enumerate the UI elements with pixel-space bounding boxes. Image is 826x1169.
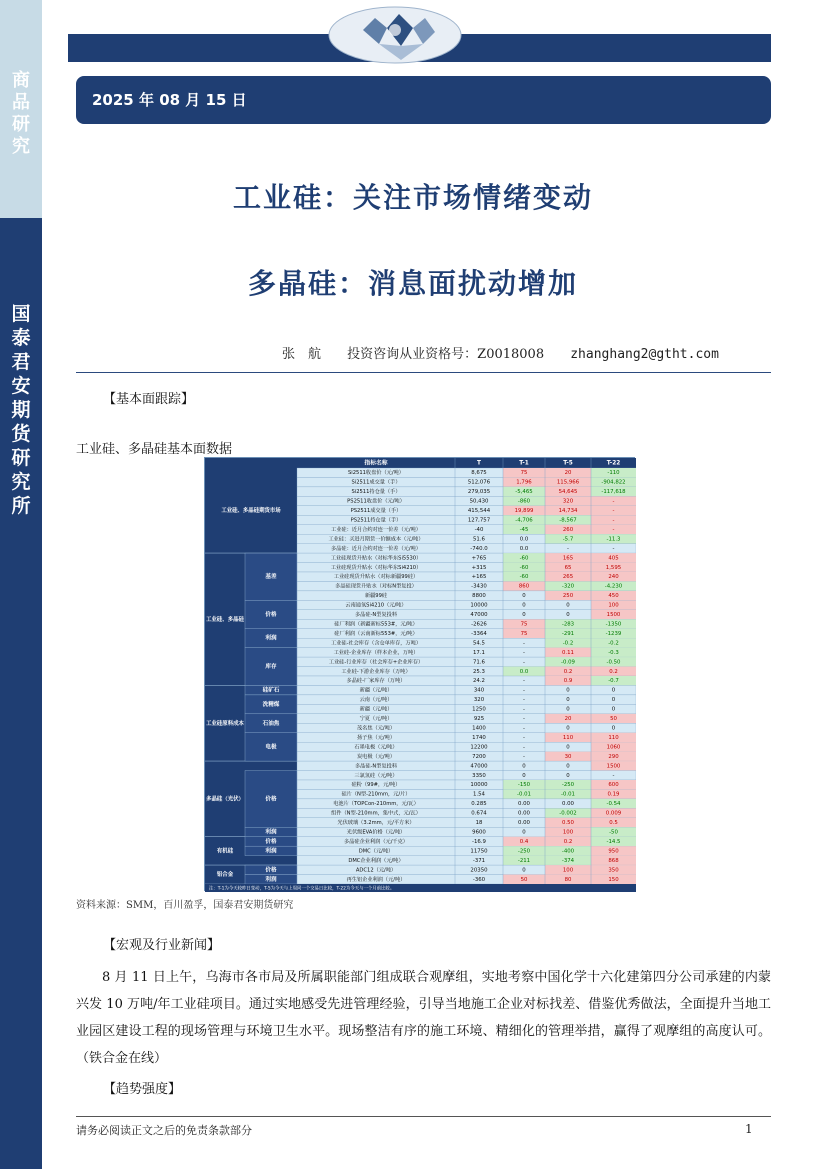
- author-email[interactable]: zhanghang2@gtht.com: [570, 347, 719, 362]
- table-cell-t1: 0.0: [519, 536, 529, 543]
- table-cell-t22: 100: [608, 602, 619, 609]
- table-cell-t: -40: [474, 526, 484, 533]
- table-cell-t5: 30: [564, 753, 572, 760]
- table-cell-t22: 450: [608, 593, 619, 600]
- table-cell-t: 20350: [470, 867, 488, 874]
- table-subgroup-label: 库存: [265, 664, 277, 671]
- table-cell-name: 云南通氧Si4210（元/吨）: [345, 602, 407, 609]
- table-cell-t22: -11.3: [606, 536, 621, 543]
- table-cell-name: 工业硅-行业库存（社会库存+企业库存）: [328, 659, 424, 666]
- table-cell-t22: -0.2: [608, 640, 619, 647]
- table-cell-t: 47000: [470, 612, 488, 619]
- table-cell-t: 1.54: [472, 791, 486, 798]
- table-cell-t22: 1500: [606, 763, 621, 770]
- table-cell-t1: -60: [519, 574, 529, 581]
- news-paragraph: 8 月 11 日上午，乌海市各市局及所属职能部门组成联合观摩组，实地考察中国化学十六化建第四分公司承建的内蒙兴发 10 万吨/年工业硅项目。通过实地感受先进管理经验，引导当地施工企业对标找差、借鉴优秀做法，全面提升当地工业园区建设工程的现场管理与环境卫生水平。现场整洁有序的施工环境、精细化的管理举措，赢得了观摩组的高度认可。（铁合金在线）: [76, 970, 771, 1066]
- table-cell-name: ADC12（元/吨）: [355, 867, 397, 874]
- footer-disclaimer[interactable]: 请务必阅读正文之后的免责条款部分: [76, 1124, 252, 1137]
- table-subgroup-label: 价格: [265, 867, 277, 874]
- table-cell-t5: -374: [561, 857, 575, 864]
- table-cell-t: -16.9: [472, 838, 486, 845]
- table-cell-t5: 0: [566, 697, 570, 704]
- table-header-cell: T-1: [519, 460, 529, 467]
- table-cell-t22: -1239: [605, 630, 622, 637]
- table-cell-t5: 20: [564, 716, 572, 723]
- table-group-label: 工业硅、多晶硅: [206, 616, 244, 623]
- table-cell-name: 工业硅：买进月期货一价额成本（元/吨）: [328, 536, 424, 543]
- table-cell-t5: -0.09: [561, 659, 575, 666]
- table-cell-t22: 0.009: [605, 810, 622, 817]
- table-cell-name: PS2511成交量（手）: [350, 508, 402, 515]
- table-cell-name: 再生铝企业利润（元/吨）: [346, 876, 406, 883]
- table-cell-name: 光伏级EVA价格（元/吨）: [346, 829, 406, 836]
- table-cell-t: 12200: [470, 744, 488, 751]
- table-group-label: 有机硅: [216, 848, 234, 855]
- table-cell-t: 320: [473, 697, 485, 704]
- table-cell-t1: 0.0: [519, 545, 529, 552]
- table-cell-t1: -: [523, 716, 525, 723]
- table-cell-name: Si2511持仓量（手）: [351, 489, 401, 496]
- table-cell-t1: 0: [522, 602, 526, 609]
- table-row: [297, 695, 636, 704]
- table-cell-name: 工业硅现货升贴水（对标华东Si4210）: [330, 564, 422, 571]
- table-cell-t22: 600: [608, 782, 619, 789]
- table-cell-t22: -1350: [605, 621, 622, 628]
- table-cell-t1: 0: [522, 829, 526, 836]
- table-cell-t5: -291: [561, 630, 575, 637]
- table-cell-t: +315: [471, 564, 487, 571]
- table-cell-t1: 0: [522, 612, 526, 619]
- table-subgroup-label: 硅矿石: [262, 687, 280, 694]
- table-cell-name: 光伏玻璃（3.2mm，元/平方米）: [337, 820, 415, 827]
- table-cell-t1: -860: [517, 498, 531, 505]
- table-subgroup-label: 利润: [265, 635, 277, 642]
- table-subgroup-label: 利润: [265, 876, 277, 883]
- table-cell-t22: -0.50: [606, 659, 621, 666]
- table-cell-t5: 100: [562, 867, 574, 874]
- table-cell-t22: -: [612, 508, 615, 515]
- table-cell-t5: 0.2: [563, 838, 573, 845]
- table-cell-t22: -50: [609, 829, 618, 836]
- table-cell-name: Si2511收盘价（元/吨）: [348, 470, 404, 477]
- table-cell-t: +165: [471, 574, 487, 581]
- table-cell-name: Si2511成交量（手）: [351, 479, 401, 486]
- table-cell-t22: 1060: [606, 744, 621, 751]
- table-cell-t5: 0.00: [561, 801, 575, 808]
- title-silicon: 工业硅：关注市场情绪变动: [232, 181, 593, 214]
- table-row: [297, 610, 636, 619]
- table-cell-t1: 0.00: [517, 801, 531, 808]
- table-cell-t5: 320: [562, 498, 574, 505]
- fundamentals-table-grid: [205, 458, 636, 892]
- table-cell-t: 127,757: [467, 517, 491, 524]
- table-cell-t1: -60: [519, 564, 529, 571]
- table-cell-t5: 0: [566, 772, 570, 779]
- table-cell-t: 9600: [472, 829, 486, 836]
- table-subgroup-label: 价格: [265, 796, 277, 803]
- table-cell-t5: 0: [566, 602, 570, 609]
- table-cell-t: 340: [473, 687, 485, 694]
- table-cell-t1: -5,465: [515, 489, 533, 496]
- table-cell-t1: 50: [520, 876, 528, 883]
- table-cell-name: 电池片（TOPCon-210mm，元/瓦）: [333, 801, 419, 808]
- table-cell-t: 7200: [472, 753, 486, 760]
- table-cell-t1: 0.00: [517, 810, 531, 817]
- section-trend-heading: 【趋势强度】: [103, 1082, 182, 1097]
- table-cell-t: -3430: [471, 583, 487, 590]
- table-cell-name: 工业硅：近月合约对连一价差（元/吨）: [331, 526, 421, 533]
- table-cell-t: 10000: [470, 782, 488, 789]
- author-line: [282, 343, 719, 362]
- table-cell-t5: 0: [566, 725, 570, 732]
- table-row: [297, 723, 636, 732]
- fundamentals-table: [204, 457, 635, 891]
- table-header-cell: T-22: [606, 460, 621, 467]
- table-cell-t22: -: [612, 498, 615, 505]
- table-cell-t5: 165: [562, 555, 574, 562]
- table-cell-t5: 0.9: [563, 678, 573, 685]
- table-cell-name: 新疆（元/吨）: [359, 706, 393, 713]
- table-cell-t22: 0: [611, 725, 616, 732]
- table-cell-t22: -0.3: [608, 649, 619, 656]
- table-cell-t5: 110: [562, 734, 574, 741]
- table-cell-t22: -904,822: [601, 479, 626, 486]
- author-license: 投资咨询从业资格号：Z0018008: [347, 347, 545, 362]
- table-subgroup-label: 基差: [265, 574, 277, 581]
- table-cell-name: PS2511收盘价（元/吨）: [347, 498, 405, 505]
- table-cell-t22: 350: [608, 867, 619, 874]
- table-cell-t: 17.1: [472, 649, 486, 656]
- table-cell-name: 硅厂利润（新疆新标553#，元/吨）: [334, 621, 418, 628]
- table-cell-t: 925: [473, 716, 485, 723]
- table-cell-t1: 0.4: [519, 838, 529, 845]
- table-cell-t5: -0.002: [559, 810, 577, 817]
- table-cell-t5: -250: [561, 782, 575, 789]
- table-cell-t22: 240: [608, 574, 619, 581]
- table-cell-t22: 0.2: [609, 668, 618, 675]
- table-cell-t22: 0.5: [609, 820, 618, 827]
- table-cell-name: 炭电极（元/吨）: [356, 753, 396, 760]
- table-cell-name: 多晶硅：近月合约对连一价差（元/吨）: [331, 545, 421, 552]
- table-cell-t1: -4,706: [515, 517, 533, 524]
- table-cell-name: 组件（N型-210mm，集中式，元/瓦）: [331, 810, 421, 817]
- table-cell-t1: 0.00: [517, 820, 531, 827]
- table-cell-t1: -: [523, 744, 525, 751]
- table-cell-t5: -0.2: [562, 640, 574, 647]
- table-cell-t5: 20: [564, 470, 572, 477]
- table-cell-t22: 405: [608, 555, 619, 562]
- table-cell-t1: -250: [517, 848, 531, 855]
- section-macro-heading: 【宏观及行业新闻】: [103, 938, 221, 953]
- section-fundamentals-heading: 【基本面跟踪】: [103, 392, 195, 407]
- sidebar-company-label: 国 泰 君 安 期 货 研 究 所: [11, 303, 31, 517]
- table-cell-t5: 0: [566, 744, 570, 751]
- table-cell-t: 54.5: [472, 640, 486, 647]
- table-cell-t1: -: [523, 706, 525, 713]
- table-subgroup-label: 利润: [265, 848, 277, 855]
- author-name: 张 航: [282, 347, 322, 362]
- table-cell-t: 25.3: [472, 668, 486, 675]
- table-cell-t5: -5.7: [562, 536, 574, 543]
- table-cell-t: 10000: [470, 602, 488, 609]
- table-group-label: 工业硅原料成本: [206, 720, 244, 727]
- table-cell-t5: -320: [561, 583, 575, 590]
- table-cell-t: 279,035: [467, 489, 491, 496]
- table-cell-t1: -: [523, 640, 525, 647]
- table-cell-t1: 0: [522, 867, 526, 874]
- table-cell-t: 8,675: [471, 470, 487, 477]
- table-cell-t5: 0.50: [561, 820, 575, 827]
- table-cell-name: 工业硅-社会库存（含仓单库存，万吨）: [330, 640, 422, 647]
- table-cell-name: 新疆（元/吨）: [359, 687, 393, 694]
- table-row: [297, 704, 636, 713]
- table-cell-name: 多晶硅企业利润（元/千克）: [344, 838, 408, 845]
- table-cell-t1: 860: [518, 583, 530, 590]
- table-subgroup-label: 价格: [265, 612, 277, 619]
- table-cell-name: 多晶硅现货升贴水（对标N型复投）: [335, 583, 417, 590]
- table-cell-t5: 0: [566, 687, 570, 694]
- table-cell-t1: -45: [519, 526, 529, 533]
- table-cell-t: 24.2: [472, 678, 486, 685]
- table-subgroup-label: 利润: [265, 829, 277, 836]
- table-cell-t5: 0: [566, 763, 570, 770]
- table-cell-name: 工业硅-企业库存（样本企业，万吨）: [333, 649, 419, 656]
- table-cell-t: 47000: [470, 763, 488, 770]
- table-cell-t22: 110: [608, 734, 619, 741]
- table-cell-name: DMC企业利润（元/吨）: [348, 857, 404, 864]
- table-header-cell: 指标名称: [364, 460, 388, 467]
- table-row: [297, 742, 636, 751]
- table-cell-name: DMC（元/吨）: [358, 848, 394, 855]
- table-subgroup-label: 石油焦: [262, 720, 280, 727]
- table-cell-name: 云南（元/吨）: [359, 697, 393, 704]
- table-subgroup-label: 洗精煤: [262, 701, 280, 708]
- table-cell-t: 512,076: [467, 479, 491, 486]
- table-cell-t22: 1,595: [605, 564, 622, 571]
- table-cell-name: 石墨电极（元/吨）: [354, 744, 398, 751]
- table-cell-t5: 54,645: [558, 489, 578, 496]
- table-cell-t22: -117,618: [601, 489, 626, 496]
- table-cell-t22: -: [612, 526, 615, 533]
- table-cell-t5: -283: [561, 621, 575, 628]
- table-cell-t1: -: [523, 678, 525, 685]
- table-cell-t22: 1500: [606, 612, 621, 619]
- table-cell-t: -740.0: [470, 545, 488, 552]
- table-cell-t1: -211: [517, 857, 531, 864]
- table-cell-t22: -: [612, 772, 615, 779]
- table-cell-t: 415,544: [467, 508, 491, 515]
- table-cell-t: -3364: [471, 630, 487, 637]
- page-number: 1: [745, 1122, 753, 1136]
- table-cell-t5: 0: [566, 706, 570, 713]
- table-cell-t22: -110: [607, 470, 620, 477]
- table-cell-t22: 868: [608, 857, 619, 864]
- table-cell-name: 三氯氢硅（元/吨）: [354, 772, 398, 779]
- header-divider: [76, 372, 771, 373]
- table-cell-t5: 250: [562, 593, 574, 600]
- table-cell-t: 0.285: [471, 801, 487, 808]
- table-cell-t: 0.674: [471, 810, 487, 817]
- company-logo-icon: [325, 4, 465, 66]
- table-cell-t1: 75: [520, 470, 528, 477]
- table-cell-t5: 260: [562, 526, 574, 533]
- table-cell-name: 多晶硅-N型复投料: [354, 763, 398, 770]
- table-cell-t5: 80: [564, 876, 572, 883]
- table-cell-name: 新疆99硅: [364, 593, 388, 600]
- table-cell-t1: -0.01: [517, 791, 531, 798]
- table-subgroup-label: 电极: [265, 744, 277, 751]
- table-cell-t5: 14,734: [558, 508, 578, 515]
- table-cell-t1: -: [523, 687, 525, 694]
- table-cell-t1: -: [523, 697, 525, 704]
- table-cell-name: 茂名焦（元/吨）: [356, 725, 396, 732]
- table-cell-t5: -8,567: [559, 517, 577, 524]
- table-cell-t: 8800: [472, 593, 486, 600]
- table-cell-t5: 0.11: [561, 649, 575, 656]
- table-cell-t5: 100: [562, 829, 574, 836]
- table-cell-t1: -: [523, 753, 525, 760]
- table-cell-t: 11750: [470, 848, 488, 855]
- table-cell-t22: -: [612, 517, 615, 524]
- table-cell-t1: 1,796: [516, 479, 532, 486]
- sidebar-category-label: 商 品 研 究: [12, 70, 30, 157]
- table-cell-name: 扬子焦（元/吨）: [356, 734, 396, 741]
- table-row: [297, 761, 636, 770]
- table-header-cell: T-5: [563, 460, 573, 467]
- table-group-label: 铝合金: [216, 872, 234, 879]
- report-date: 2025 年 08 月 15 日: [92, 91, 247, 109]
- table-source: 资料来源：SMM，百川盈孚，国泰君安期货研究: [76, 900, 294, 911]
- table-cell-t5: 0.2: [563, 668, 573, 675]
- table-cell-name: 多晶硅-N型复投料: [354, 612, 398, 619]
- title-polysilicon: 多晶硅：消息面扰动增加: [247, 267, 578, 300]
- table-cell-name: PS2511持仓量（手）: [350, 517, 402, 524]
- table-cell-t22: 290: [608, 753, 619, 760]
- table-note: 注：T-1为今天较昨日变动，T-5为今天与上周同一个交易日比较，T-22为今天与一个月前比较。: [209, 886, 395, 892]
- table-cell-t5: 0: [566, 612, 570, 619]
- table-cell-t: 1740: [472, 734, 486, 741]
- table-cell-t: 71.6: [472, 659, 486, 666]
- table-cell-t: 18: [475, 820, 483, 827]
- table-cell-t5: -400: [561, 848, 575, 855]
- table-header-cell: T: [477, 460, 481, 467]
- table-cell-t22: -: [612, 545, 615, 552]
- table-cell-t1: 0.0: [519, 668, 529, 675]
- table-subgroup-label: 价格: [265, 838, 277, 845]
- table-cell-t1: 75: [520, 621, 528, 628]
- table-row: [297, 685, 636, 694]
- table-cell-t1: -60: [519, 555, 529, 562]
- table-cell-t22: 0: [611, 697, 616, 704]
- table-cell-name: 硅片（N型-210mm，元/片）: [341, 791, 411, 798]
- table-row: [297, 771, 636, 780]
- table-cell-t1: -: [523, 725, 525, 732]
- table-cell-name: 工业硅-下游企业库存（万吨）: [341, 668, 411, 675]
- table-header-row: [297, 458, 636, 468]
- table-group-label: 多晶硅（光伏）: [206, 796, 244, 803]
- table-cell-t: 1250: [472, 706, 486, 713]
- table-cell-t: -360: [472, 876, 486, 883]
- table-cell-t5: 265: [562, 574, 574, 581]
- table-cell-t1: 75: [520, 630, 528, 637]
- table-cell-name: 硅粉（99#，元/吨）: [351, 782, 401, 789]
- table-cell-t5: -: [567, 545, 569, 552]
- table-cell-t22: 0: [611, 706, 616, 713]
- table-cell-name: 宁夏（元/吨）: [359, 716, 393, 723]
- table-cell-t1: 19,899: [514, 508, 534, 515]
- table-cell-t22: -0.7: [608, 678, 619, 685]
- table-cell-name: 多晶硅-厂家库存（万吨）: [346, 678, 406, 685]
- table-cell-t1: 0: [522, 763, 526, 770]
- table-cell-t22: -0.54: [606, 801, 621, 808]
- table-cell-t5: 65: [564, 564, 572, 571]
- table-cell-t1: -: [523, 734, 525, 741]
- table-cell-t: 50,430: [469, 498, 489, 505]
- table-cell-t: 3350: [472, 772, 486, 779]
- table-cell-t22: 0.19: [607, 791, 620, 798]
- table-cell-t22: 50: [610, 716, 617, 723]
- table-cell-t22: 950: [608, 848, 619, 855]
- table-cell-name: 工业硅现货升贴水（对标华东Si5530）: [330, 555, 422, 562]
- table-cell-t22: -4,230: [604, 583, 623, 590]
- table-cell-t1: 0: [522, 772, 526, 779]
- table-cell-t: -2626: [471, 621, 487, 628]
- table-caption: 工业硅、多晶硅基本面数据: [76, 442, 233, 457]
- table-cell-name: 硅厂利润（云南新标553#，元/吨）: [334, 630, 418, 637]
- table-cell-t5: -0.01: [561, 791, 575, 798]
- table-cell-t22: 0: [611, 687, 616, 694]
- table-cell-t22: 150: [608, 876, 619, 883]
- footer-divider: [76, 1116, 771, 1117]
- table-cell-t: -371: [472, 857, 486, 864]
- table-cell-t: 51.6: [472, 536, 486, 543]
- table-cell-t22: -14.5: [606, 838, 621, 845]
- table-cell-t: +765: [471, 555, 487, 562]
- table-cell-t: 1400: [472, 725, 486, 732]
- table-cell-t1: 0: [522, 593, 526, 600]
- table-cell-name: 工业硅现货升贴水（对标新疆99硅）: [333, 574, 419, 581]
- table-cell-t1: -: [523, 659, 525, 666]
- table-group-label: 工业硅、多晶硅期货市场: [221, 508, 281, 515]
- table-cell-t5: 115,966: [556, 479, 580, 486]
- table-cell-t1: -: [523, 649, 525, 656]
- table-cell-t1: -150: [517, 782, 531, 789]
